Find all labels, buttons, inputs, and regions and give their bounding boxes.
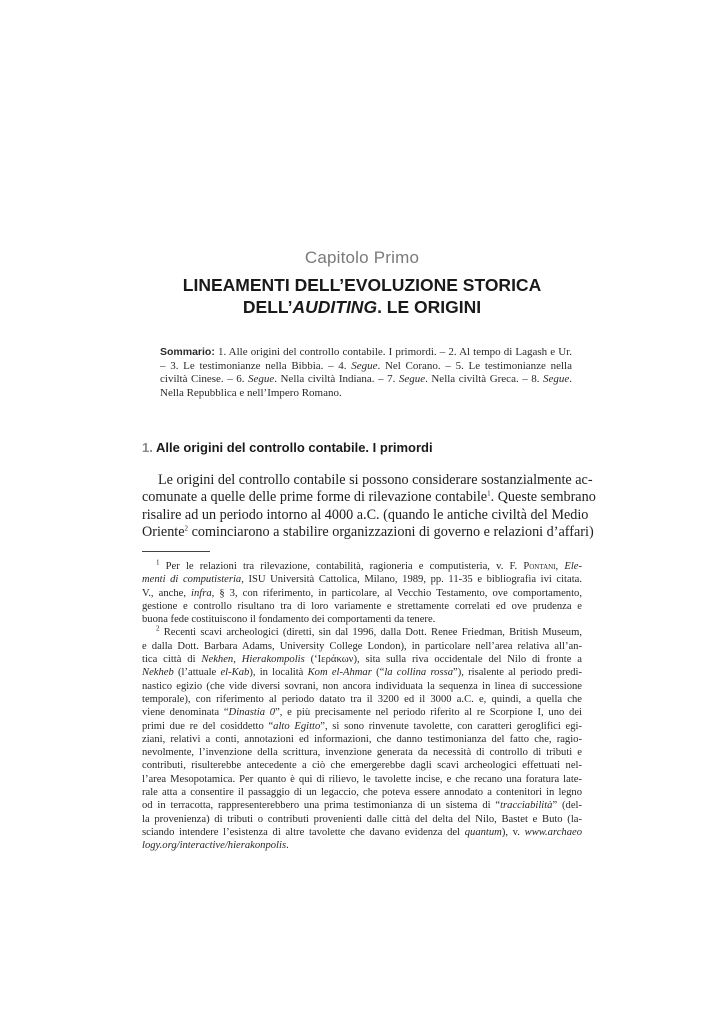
footnotes (142, 560, 582, 853)
footnote-line: nastico egizio (che vide diversi sovrani, non ancora individuata la sequenza in linea di successione (142, 680, 582, 692)
fn-text: od in terracotta, rappresenterebbero una prima testimonianza di un sistema di “ (142, 800, 501, 812)
footnote-line (142, 626, 582, 639)
fn-text: tica città di (142, 654, 202, 666)
summary-label: Sommario: (160, 346, 215, 358)
body-line (142, 524, 594, 541)
fn-author: Pontani (523, 561, 556, 572)
fn-text: ” (del- (552, 800, 582, 812)
summary-text: . Nel Corano. – 5. Le testimonianze nella civiltà Cinese. – 6. (160, 359, 572, 386)
footnote-line (142, 826, 582, 839)
fn-text: ”, si sono rinvenute tavolette, con caratteri geroglifici egi- (320, 720, 582, 732)
fn-emphasis: Hierakompolis (241, 654, 305, 666)
fn-text: ), v. (501, 826, 525, 838)
fn-text: V., anche, (142, 587, 192, 599)
footnote-line (142, 706, 582, 719)
fn-emphasis: tracciabilità (500, 800, 553, 812)
footnote-line: ziani, relativi a conti, annotazioni ed informazioni, che danno testimonianza del fatto che, ragio- (142, 733, 582, 745)
fn-web-link[interactable]: logy.org/interactive/hierakonpolis (142, 840, 287, 852)
fn-text: primi due re del cosiddetto “ (142, 720, 274, 732)
fn-text: (‘Ιεράκων), sita sulla riva occidentale del Nilo di fronte a (304, 654, 582, 666)
footnote-line: nevolmente, l’invenzione della scrittura, invenzione generata da necessità di controllo di tributi e (142, 747, 582, 759)
fn-text: (l’attuale (173, 667, 221, 679)
footnote-line (142, 839, 582, 852)
footnote-ref-1[interactable]: 1 (487, 489, 491, 498)
fn-text: ”), risalente al periodo predi- (453, 667, 582, 679)
fn-emphasis: Dinastia 0 (228, 707, 276, 719)
fn-text: , § 3, con riferimento, in particolare, al Vecchio Testamento, ove comportamento, (211, 587, 582, 599)
summary-segue: Segue (351, 359, 378, 372)
fn-text: ”, e più precisamente nel periodo riferito al re Scorpione I, uno dei (275, 707, 582, 719)
chapter-title-line-2 (0, 296, 724, 318)
body-text: cominciarono a stabilire organizzazioni di governo e relazioni d’affari) (188, 524, 594, 541)
fn-book-title: menti di computisteria (142, 574, 242, 586)
fn-emphasis: Nekheb (142, 667, 174, 679)
footnote-line (142, 666, 582, 679)
fn-emphasis: Kom el-Ahmar (307, 667, 372, 679)
title-text: . LE ORIGINI (377, 297, 482, 317)
footnote-line (142, 799, 582, 812)
fn-web-link[interactable]: www.archaeo (524, 826, 583, 838)
body-paragraph (142, 472, 596, 542)
summary-segue: Segue (247, 373, 275, 386)
summary-segue: Segue (398, 373, 426, 386)
fn-emphasis: quantum (464, 826, 502, 838)
fn-emphasis: infra (191, 587, 212, 599)
fn-text: viene denominata “ (142, 707, 229, 719)
body-line (142, 489, 596, 506)
footnote-line: rale atta a consentire il passaggio di un legaccio, che poteva essere annodato a contenitori in legno (142, 787, 582, 799)
fn-emphasis: Nekhen (201, 654, 234, 666)
footnote-mark: 2 (156, 624, 160, 633)
footnote-line (142, 587, 582, 600)
section-number: 1. (142, 440, 153, 455)
section-heading (142, 440, 433, 455)
fn-text: ), in località (249, 667, 308, 679)
footnote-line (142, 573, 582, 586)
footnote-mark: 1 (156, 558, 160, 567)
body-text: . Queste sembrano (490, 489, 596, 506)
title-text: DELL’ (242, 297, 293, 317)
chapter-summary (160, 346, 572, 400)
fn-text: sciando intendere l’esistenza di altre tavolette che davano evidenza del (142, 826, 465, 838)
footnote-line: la provenienza) di tributi o contributi provenienti dalle città del delta del Nilo, Bastet e Buto (la- (142, 813, 582, 825)
footnote-line: buona fede costituiscono il fondamento dei comportamenti da tenere. (142, 614, 436, 626)
fn-text: . (286, 840, 289, 852)
footnote-line (142, 720, 582, 733)
body-text: comunate a quelle delle prime forme di rilevazione contabile (142, 489, 488, 506)
footnote-line: gestione e controllo risultano tra di loro variamente e strettamente correlati ed ove prudenza e (142, 600, 582, 612)
summary-text: . Nella civiltà Indiana. – 7. (274, 373, 399, 386)
section-title: Alle origini del controllo contabile. I primordi (152, 440, 433, 455)
body-line: Le origini del controllo contabile si possono considerare sostanzialmente ac- (158, 472, 593, 488)
fn-text: (“ (371, 667, 385, 679)
body-text: Oriente (142, 524, 185, 541)
footnote-ref-2[interactable]: 2 (184, 524, 189, 533)
footnote-line: l’area Mesopotamica. Per quanto è qui di rilievo, le tavolette incise, e che recano una foratura late- (142, 773, 582, 785)
fn-emphasis: alto Egitto (273, 720, 321, 732)
summary-text: . Nella civiltà Greca. – 8. (425, 373, 543, 386)
fn-text: , (555, 561, 565, 572)
footnote-line: e dalla Dott. Barbara Adams, University College London), in particolare nell’area relativa all’an- (142, 640, 582, 652)
footnote-line: temporale), con riferimento al periodo datato tra il 3200 ed il 3000 a.C. e, quindi, a quella che (142, 693, 582, 705)
footnote-line (142, 653, 582, 666)
fn-emphasis: el-Kab (220, 667, 250, 679)
chapter-title (0, 274, 724, 318)
footnote-line (142, 560, 582, 573)
summary-text: . Nella Repubblica e nell’Impero Romano. (160, 373, 572, 399)
summary-segue: Segue (542, 373, 570, 386)
summary-text: 1. Alle origini del controllo contabile. I primordi. – 2. Al tempo di Lagash e Ur. – 3. Le testimonianze nella Bibbia. – 4. (160, 346, 572, 372)
fn-text: Recenti scavi archeologici (diretti, sin dal 1996, dalla Dott. Renee Friedman, British Museum, (159, 627, 582, 639)
body-line: risalire ad un periodo intorno al 4000 a.C. (quando le antiche civiltà del Medio (142, 506, 589, 523)
chapter-title-line-1: LINEAMENTI DELL’EVOLUZIONE STORICA (182, 275, 542, 295)
fn-emphasis: la collina rossa (384, 667, 454, 679)
fn-text: Per le relazioni tra rilevazione, contabilità, ragioneria e computisteria, v. F. (159, 561, 524, 572)
footnote-line: contributi, risulterebbe antecedente a ciò che emergerebbe dagli scavi archeologici effettuati nel- (142, 760, 582, 772)
title-emphasis: AUDITING (292, 297, 378, 317)
fn-book-title: Ele- (564, 561, 582, 572)
fn-text: , ISU Università Cattolica, Milano, 1989, pp. 11-35 e bibliografia ivi citata. (241, 574, 582, 586)
chapter-label: Capitolo Primo (304, 248, 420, 267)
footnote-divider (142, 551, 210, 552)
fn-text: , (233, 654, 242, 666)
